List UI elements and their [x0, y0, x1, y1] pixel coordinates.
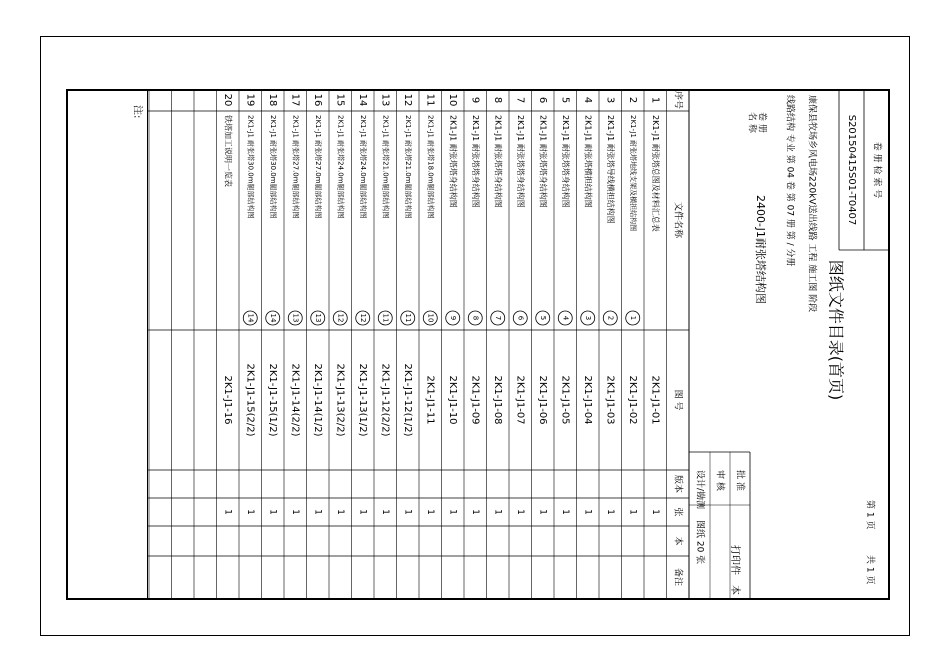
row-index: 4: [581, 96, 593, 104]
row-drawing-no: 2K1-J1-07: [514, 375, 526, 425]
volume-code: S20150415S01-T0407: [846, 114, 857, 226]
row-sheet-count: 1: [289, 509, 300, 515]
row-sheet-count: 1: [627, 509, 638, 515]
row-file-name: 2K1-J1 耐张塔27.0m腿部结构图: [291, 115, 300, 219]
print-label: 打印件: [729, 545, 740, 575]
row-file-name: 铁塔加工说明一览表: [223, 115, 233, 187]
row-index: 19: [244, 93, 256, 107]
print-unit: 本: [729, 585, 740, 595]
row-index: 1: [649, 96, 661, 104]
row-sheet-count: 1: [582, 509, 593, 515]
column-header-index: 序号: [672, 90, 683, 110]
row-file-name: 2K1-J1 耐张塔导线横担结构图: [605, 115, 615, 224]
row-mark-number: 12: [336, 313, 345, 323]
row-index: 17: [289, 93, 301, 107]
row-file-name: 2K1-J1 耐张塔24.0m腿部结构图: [336, 115, 345, 219]
row-mark-number: 6: [516, 315, 525, 321]
row-file-name: 2K1-J1 耐张塔塔身结构图: [515, 115, 525, 208]
row-drawing-no: 2K1-J1-13(2/2): [334, 363, 346, 437]
project-line: 康保县牧场乡风电场220kV送出线路 工程 施工图 阶段: [806, 95, 817, 313]
row-index: 5: [559, 96, 571, 104]
row-sheet-count: 1: [312, 509, 323, 515]
volume-name: 2400-J1耐张塔结构图: [754, 195, 767, 304]
row-index: 11: [424, 93, 436, 107]
row-drawing-no: 2K1-J1-12(2/2): [379, 363, 391, 437]
row-drawing-no: 2K1-J1-03: [604, 375, 616, 425]
row-index: 16: [311, 93, 323, 107]
row-sheet-count: 1: [222, 509, 233, 515]
column-header-name: 文件名称: [672, 201, 683, 239]
row-index: 7: [514, 96, 526, 104]
row-mark-number: 3: [583, 315, 592, 321]
row-index: 9: [469, 96, 481, 104]
title-block: [132, 91, 884, 595]
page-label-left: 第 1 页: [864, 500, 875, 530]
row-sheet-count: 1: [537, 509, 548, 515]
row-index: 2: [626, 96, 638, 104]
row-index: 6: [536, 96, 548, 104]
sheet-title: 图纸文件目录(首页): [826, 259, 846, 401]
row-mark-number: 1: [628, 315, 637, 321]
row-sheet-count: 1: [514, 509, 525, 515]
row-mark-number: 9: [448, 315, 457, 321]
row-drawing-no: 2K1-J1-16: [221, 375, 233, 425]
row-index: 15: [334, 93, 346, 107]
row-file-name: 2K1-J1 耐张塔地线支架及横担结构图: [628, 115, 637, 232]
row-file-name: 2K1-J1 耐张塔27.0m腿部结构图: [313, 115, 322, 219]
column-header-sheets: 张: [672, 507, 683, 517]
drawing-count: 图纸 20 张: [694, 520, 705, 565]
row-index: 20: [221, 93, 233, 107]
row-file-name: 2K1-J1 耐张塔21.0m腿部结构图: [403, 115, 412, 219]
row-file-name: 2K1-J1 耐张塔塔身结构图: [470, 115, 480, 208]
row-drawing-no: 2K1-J1-01: [649, 375, 661, 425]
column-header-drawing-no: 图 号: [672, 389, 683, 411]
row-sheet-count: 1: [357, 509, 368, 515]
row-drawing-no: 2K1-J1-08: [491, 375, 503, 425]
volume-name-label: 卷 册: [756, 112, 767, 133]
row-mark-number: 13: [291, 313, 300, 323]
row-sheet-count: 1: [649, 509, 660, 515]
row-mark-number: 10: [426, 313, 435, 323]
row-index: 18: [266, 93, 278, 107]
row-file-name: 2K1-J1 耐张塔塔身结构图: [538, 115, 548, 208]
row-drawing-no: 2K1-J1-10: [446, 375, 458, 425]
row-index: 13: [379, 93, 391, 107]
row-mark-number: 2: [606, 315, 615, 321]
row-file-name: 2K1-J1 耐张塔塔身结构图: [448, 115, 458, 208]
row-drawing-no: 2K1-J1-14(1/2): [311, 363, 323, 437]
row-mark-number: 14: [246, 313, 255, 323]
row-sheet-count: 1: [379, 509, 390, 515]
row-sheet-count: 1: [334, 509, 345, 515]
row-file-name: 2K1-J1 耐张塔18.0m腿部结构图: [426, 115, 435, 219]
row-mark-number: 11: [403, 313, 412, 323]
row-sheet-count: 1: [402, 509, 413, 515]
row-file-name: 2K1-J1 耐张塔塔身结构图: [493, 115, 503, 208]
row-file-name: 2K1-J1 耐张塔30.0m腿部结构图: [268, 115, 277, 219]
row-sheet-count: 1: [244, 509, 255, 515]
row-index: 10: [446, 93, 458, 107]
row-drawing-no: 2K1-J1-12(1/2): [401, 363, 413, 437]
row-drawing-no: 2K1-J1-09: [469, 375, 481, 425]
row-drawing-no: 2K1-J1-04: [581, 375, 593, 425]
row-sheet-count: 1: [469, 509, 480, 515]
row-sheet-count: 1: [604, 509, 615, 515]
page-label-right: 共 1 页: [864, 555, 875, 585]
review-label: 审 核: [714, 470, 725, 491]
row-mark-number: 7: [493, 315, 502, 321]
row-index: 14: [356, 93, 368, 107]
row-sheet-count: 1: [447, 509, 458, 515]
row-drawing-no: 2K1-J1-02: [626, 375, 638, 425]
column-header-version: 版本: [672, 474, 683, 494]
row-drawing-no: 2K1-J1-15(1/2): [266, 363, 278, 437]
volume-name-label-2: 名 称: [746, 112, 757, 133]
row-mark-number: 8: [471, 315, 480, 321]
row-drawing-no: 2K1-J1-13(1/2): [356, 363, 368, 437]
row-file-name: 2K1-J1 耐张塔横担结构图: [583, 115, 593, 208]
row-sheet-count: 1: [267, 509, 278, 515]
row-index: 8: [491, 96, 503, 104]
row-drawing-no: 2K1-J1-06: [536, 375, 548, 425]
row-drawing-no: 2K1-J1-15(2/2): [244, 363, 256, 437]
volume-check-label: 卷 册 检 索 号: [871, 141, 882, 199]
row-file-name: 2K1-J1 耐张塔21.0m腿部结构图: [381, 115, 390, 219]
row-file-name: 2K1-J1 耐张塔塔身结构图: [560, 115, 570, 208]
note-label: 注:: [131, 105, 143, 119]
row-sheet-count: 1: [559, 509, 570, 515]
row-mark-number: 13: [313, 313, 322, 323]
row-sheet-count: 1: [424, 509, 435, 515]
row-drawing-no: 2K1-J1-14(2/2): [289, 363, 301, 437]
row-mark-number: 14: [268, 313, 277, 323]
row-mark-number: 11: [381, 313, 390, 323]
column-header-copies: 本: [672, 536, 683, 546]
row-file-name: 2K1-J1 耐张塔30.0m腿部结构图: [246, 115, 255, 219]
design-label: 设计/勘测: [694, 470, 705, 510]
spec-line: 线路结构 专业 第 04 卷 第 07 册 第 / 分册: [784, 95, 795, 267]
row-file-name: 2K1-J1 耐张塔24.0m腿部结构图: [358, 115, 367, 219]
row-index: 3: [604, 96, 616, 104]
row-index: 12: [401, 93, 413, 107]
column-header-remark: 备注: [672, 567, 683, 587]
row-drawing-no: 2K1-J1-11: [424, 375, 436, 425]
approve-label: 批 准: [734, 470, 745, 491]
row-mark-number: 5: [538, 315, 547, 321]
row-sheet-count: 1: [492, 509, 503, 515]
row-drawing-no: 2K1-J1-05: [559, 375, 571, 425]
row-mark-number: 12: [358, 313, 367, 323]
row-file-name: 2K1-J1 耐张塔总图及材料汇总表: [650, 115, 660, 232]
row-mark-number: 4: [561, 315, 570, 321]
